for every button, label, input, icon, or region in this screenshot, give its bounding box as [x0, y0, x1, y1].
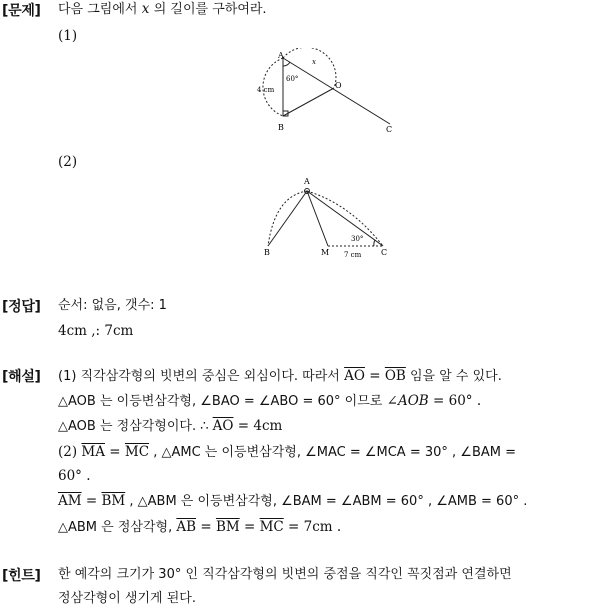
expl-l4-prefix: (2)	[58, 444, 82, 460]
expl-l4-text: , △AMC 는 이등변삼각형, ∠MAC = ∠MCA = 30° , ∠BAM =	[149, 445, 516, 460]
expl-l1-tail: 임을 알 수 있다.	[405, 369, 502, 384]
problem-prompt	[58, 0, 267, 19]
fig2-length: 7 cm	[344, 251, 362, 259]
expl-l4-eq: =	[105, 444, 125, 460]
explanation-line-1	[58, 367, 502, 386]
segment-ab	[268, 191, 307, 246]
angle-arc	[283, 62, 290, 66]
segment-ob: $\overline{OB}$	[384, 368, 406, 384]
explanation-line-3	[58, 417, 282, 436]
segment-ao: $\overline{AO}$	[344, 368, 365, 384]
problem-prompt-x: x	[141, 1, 150, 17]
expl-l7-eq1: =	[196, 519, 216, 535]
segment-ma: $\overline{MA}$	[81, 444, 105, 460]
expl-l7-text: △ABM 은 정삼각형,	[58, 520, 177, 535]
fig2-label-m: M	[321, 248, 330, 257]
segment-bm: $\overline{BM}$	[101, 493, 126, 509]
segment-bm: $\overline{BM}$	[215, 519, 240, 535]
expl-l2-tail: = 60° .	[428, 393, 482, 409]
expl-l6-text: , △ABM 은 이등변삼각형, ∠BAM = ∠ABM = 60° , ∠AMB = 60° .	[125, 494, 528, 509]
segment-am	[307, 191, 328, 246]
segment-ab: $\overline{AB}$	[176, 519, 197, 535]
fig1-label-a: A	[278, 51, 284, 60]
explanation-line-4	[58, 443, 516, 462]
fig1-label-b: B	[278, 123, 284, 132]
figure-2	[255, 174, 400, 264]
segment-ao: $\overline{AO}$	[212, 418, 234, 434]
answer-line-1: 순서: 없음, 갯수: 1	[58, 298, 167, 313]
fig2-label-a: A	[304, 177, 310, 186]
answer-label: [정답]	[2, 299, 41, 315]
explanation-line-7	[58, 518, 341, 537]
expl-l7-tail: = 7cm .	[283, 519, 342, 535]
answer-line-2: 4cm ,: 7cm	[58, 323, 134, 339]
expl-l3-tail: = 4cm	[233, 418, 283, 434]
fig2-angle: 30°	[351, 235, 364, 243]
explanation-line-5: 60° .	[58, 468, 91, 484]
segment-mc: $\overline{MC}$	[259, 519, 284, 535]
explanation-line-2	[58, 392, 481, 411]
expl-l3-text: △AOB 는 정삼각형이다. ∴	[58, 419, 213, 434]
angle-aob: ∠AOB	[386, 393, 429, 409]
hint-line-1: 한 예각의 크기가 30° 인 직각삼각형의 빗변의 중점을 직각인 꼭짓점과 연결하면	[58, 567, 512, 582]
fig1-label-o: O	[335, 81, 342, 90]
expl-l1-eq: =	[364, 368, 385, 384]
segment-am: $\overline{AM}$	[58, 493, 82, 509]
expl-l7-eq2: =	[239, 519, 260, 535]
explanation-line-6	[58, 492, 527, 511]
part1-label: (1)	[58, 28, 78, 44]
fig1-side: 4 cm	[257, 86, 275, 94]
part2-label: (2)	[58, 154, 78, 170]
angle-arc	[374, 240, 375, 246]
explanation-label: [해설]	[2, 369, 41, 385]
figure-1	[250, 48, 400, 138]
problem-prompt-b: 의 길이를 구하여라.	[153, 2, 267, 17]
fig1-label-c: C	[386, 125, 393, 134]
problem-label: [문제]	[2, 3, 41, 19]
segment-ac	[307, 191, 383, 246]
expl-l1-text: (1) 직각삼각형의 빗변의 중심은 외심이다. 따라서	[58, 369, 340, 384]
fig1-angle: 60°	[286, 75, 299, 83]
problem-prompt-a: 다음 그림에서	[58, 2, 138, 17]
segment-ac	[283, 58, 390, 124]
expl-l2-text: △AOB 는 이등변삼각형, ∠BAO = ∠ABO = 60° 이므로	[58, 394, 383, 409]
segment-mc: $\overline{MC}$	[124, 444, 150, 460]
hint-line-2: 정삼각형이 생기게 된다.	[58, 591, 196, 606]
expl-l6-eq: =	[81, 493, 102, 509]
segment-bo	[283, 88, 334, 116]
hint-label: [힌트]	[2, 568, 41, 584]
fig2-label-c: C	[381, 248, 388, 257]
fig2-label-b: B	[264, 248, 270, 257]
fig1-x: x	[312, 58, 316, 66]
